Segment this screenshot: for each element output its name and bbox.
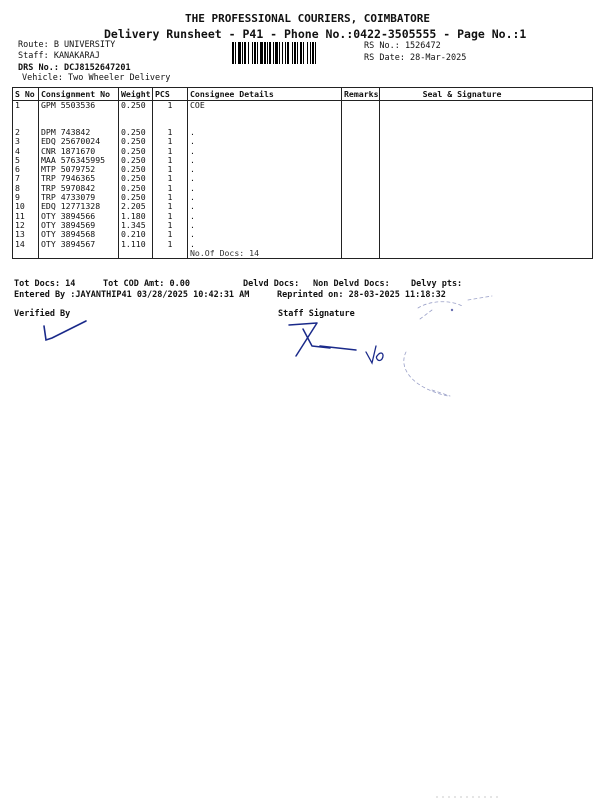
row-consignee-details: . [188, 128, 342, 137]
row-sno: 11 [13, 212, 39, 221]
row-consignee-details: . [188, 165, 342, 174]
row-sno: 12 [13, 221, 39, 230]
row-sno: 4 [13, 147, 39, 156]
staff-initials [366, 346, 383, 363]
row-weight: 0.250 [119, 128, 153, 137]
row-pcs: 1 [153, 184, 188, 193]
row-pcs: 1 [153, 147, 188, 156]
row-pcs: 1 [153, 156, 188, 165]
row-consignee-details: . [188, 147, 342, 156]
row-consignment-no: OTY 3894569 [39, 221, 119, 230]
row-pcs: 1 [153, 221, 188, 230]
col-header-seal: Seal & Signature [380, 88, 593, 101]
seal-dot [451, 309, 453, 311]
entered-by: Entered By :JAYANTHIP41 03/28/2025 10:42:31 AM [14, 290, 250, 300]
row-sno: 9 [13, 193, 39, 202]
row-consignment-no: OTY 3894566 [39, 212, 119, 221]
row-pcs: 1 [153, 240, 188, 249]
delvy-pts: Delvy pts: [411, 279, 463, 289]
col-header-consignment: Consignment No [39, 88, 119, 101]
row-sno: 10 [13, 202, 39, 211]
row-consignment-no: OTY 3894568 [39, 230, 119, 239]
staff-label: Staff: KANAKARAJ [18, 51, 100, 61]
rs-number: RS No.: 1526472 [364, 41, 441, 51]
drs-number: DRS No.: DCJ8152647201 [18, 63, 131, 73]
row-sno: 7 [13, 174, 39, 183]
col-header-consignee: Consignee Details [188, 88, 342, 101]
col-header-sno: S No [13, 88, 39, 101]
row-consignment-no: TRP 5970842 [39, 184, 119, 193]
row-weight: 0.250 [119, 174, 153, 183]
no-of-docs: No.Of Docs: 14 [188, 249, 342, 259]
row-weight: 0.250 [119, 193, 153, 202]
row-consignee-details: . [188, 137, 342, 146]
row-consignment-no: CNR 1871670 [39, 147, 119, 156]
row-consignee-details: . [188, 184, 342, 193]
row-weight: 1.110 [119, 240, 153, 249]
reprinted-on: Reprinted on: 28-03-2025 11:18:32 [277, 290, 446, 300]
row-weight: 0.250 [119, 165, 153, 174]
row-consignment-no: GPM 5503536 [39, 101, 119, 129]
row-weight: 1.180 [119, 212, 153, 221]
row-pcs: 1 [153, 193, 188, 202]
row-weight: 0.250 [119, 184, 153, 193]
staff-signature [289, 323, 356, 356]
row-weight: 0.250 [119, 147, 153, 156]
row-pcs: 1 [153, 174, 188, 183]
row-sno: 2 [13, 128, 39, 137]
row-consignment-no: TRP 4733079 [39, 193, 119, 202]
non-delvd-docs: Non Delvd Docs: [313, 279, 390, 289]
row-consignment-no: DPM 743842 [39, 128, 119, 137]
route-label: Route: B UNIVERSITY [18, 40, 116, 50]
tot-docs: Tot Docs: 14 [14, 279, 76, 289]
row-pcs: 1 [153, 202, 188, 211]
delvd-docs: Delvd Docs: [243, 279, 300, 289]
row-consignment-no: EDQ 25670024 [39, 137, 119, 146]
runsheet-title: Delivery Runsheet - P41 - Phone No.:0422-3505555 - Page No.:1 [104, 27, 527, 41]
row-consignment-no: MTP 5079752 [39, 165, 119, 174]
row-pcs: 1 [153, 212, 188, 221]
row-consignee-details: . [188, 221, 342, 230]
vehicle-label: Vehicle: Two Wheeler Delivery [22, 73, 171, 83]
row-consignment-no: OTY 3894567 [39, 240, 119, 249]
row-consignee-details: . [188, 202, 342, 211]
row-consignee-details: . [188, 156, 342, 165]
row-weight: 0.250 [119, 137, 153, 146]
col-header-weight: Weight [119, 88, 153, 101]
row-sno: 14 [13, 240, 39, 249]
row-weight: 0.250 [119, 101, 153, 129]
row-sno: 3 [13, 137, 39, 146]
row-sno: 5 [13, 156, 39, 165]
rs-date: RS Date: 28-Mar-2025 [364, 53, 467, 63]
row-consignee-details: . [188, 174, 342, 183]
col-header-remarks: Remarks [342, 88, 380, 101]
col-header-pcs: PCS [153, 88, 188, 101]
row-weight: 2.205 [119, 202, 153, 211]
row-consignment-no: TRP 7946365 [39, 174, 119, 183]
row-pcs: 1 [153, 230, 188, 239]
row-pcs: 1 [153, 101, 188, 129]
row-sno: 6 [13, 165, 39, 174]
row-sno: 8 [13, 184, 39, 193]
row-weight: 0.250 [119, 156, 153, 165]
company-name: THE PROFESSIONAL COURIERS, COIMBATORE [185, 12, 431, 25]
row-pcs: 1 [153, 128, 188, 137]
row-consignee-details: . [188, 230, 342, 239]
row-consignment-no: MAA 576345995 [39, 156, 119, 165]
staff-signature-label: Staff Signature [278, 309, 355, 319]
faint-seal-mark [404, 296, 492, 396]
row-consignee-details: . [188, 240, 342, 249]
row-weight: 0.210 [119, 230, 153, 239]
row-sno: 13 [13, 230, 39, 239]
tot-cod-amt: Tot COD Amt: 0.00 [103, 279, 190, 289]
verified-signature [44, 321, 86, 340]
row-pcs: 1 [153, 165, 188, 174]
row-weight: 1.345 [119, 221, 153, 230]
row-pcs: 1 [153, 137, 188, 146]
row-sno: 1 [13, 101, 39, 129]
verified-by-label: Verified By [14, 309, 71, 319]
row-consignee-details: . [188, 212, 342, 221]
row-consignee-details: COE [188, 101, 342, 129]
row-consignment-no: EDQ 12771328 [39, 202, 119, 211]
row-consignee-details: . [188, 193, 342, 202]
